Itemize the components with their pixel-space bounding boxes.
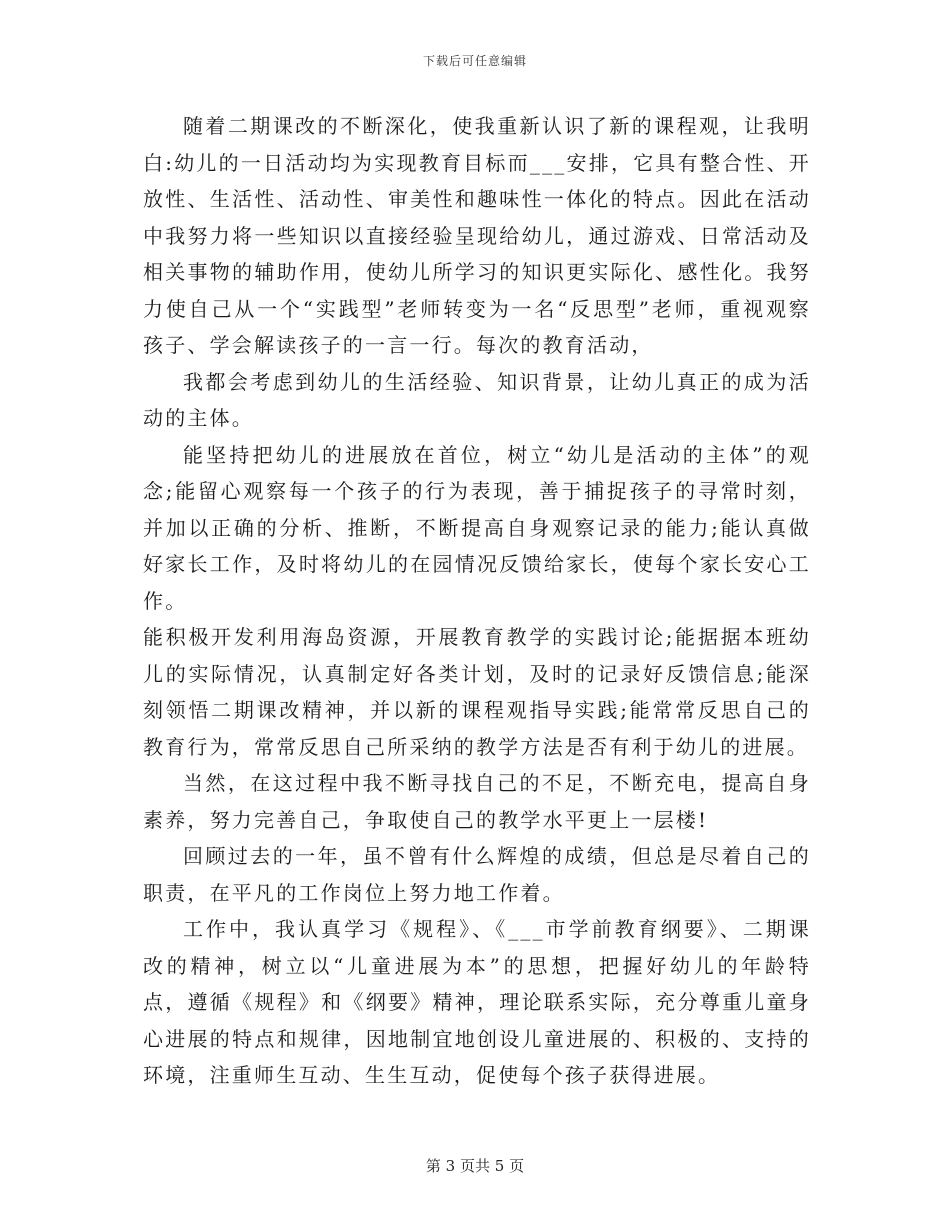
paragraph-2: 我都会考虑到幼儿的生活经验、知识背景，让幼儿真正的成为活动的主体。 bbox=[143, 369, 811, 430]
paragraph-5: 当然，在这过程中我不断寻找自己的不足，不断充电，提高自身素养，努力完善自己，争取使自己的教学水平更上一层楼! bbox=[143, 771, 811, 832]
paragraph-6: 回顾过去的一年，虽不曾有什么辉煌的成绩，但总是尽着自己的职责，在平凡的工作岗位上努力地工作着。 bbox=[143, 844, 811, 905]
paragraph-3: 能坚持把幼儿的进展放在首位，树立“幼儿是活动的主体”的观念;能留心观察每一个孩子的行为表现，善于捕捉孩子的寻常时刻，并加以正确的分析、推断，不断提高自身观察记录的能力;能认真做好家长工作，及时将幼儿的在园情况反馈给家长，使每个家长安心工作。 bbox=[143, 442, 811, 613]
document-body bbox=[143, 108, 811, 1094]
page-number: 第 3 页共 5 页 bbox=[425, 1157, 525, 1175]
page-header-note: 下载后可任意编辑 bbox=[422, 54, 527, 68]
paragraph-1: 随着二期课改的不断深化，使我重新认识了新的课程观，让我明白:幼儿的一日活动均为实现教育目标而___安排，它具有整合性、开放性、生活性、活动性、审美性和趣味性一体化的特点。因此在活动中我努力将一些知识以直接经验呈现给幼儿，通过游戏、日常活动及相关事物的辅助作用，使幼儿所学习的知识更实际化、感性化。我努力使自己从一个“实践型”老师转变为一名“反思型”老师，重视观察孩子、学会解读孩子的一言一行。每次的教育活动， bbox=[143, 114, 811, 357]
paragraph-4: 能积极开发利用海岛资源，开展教育教学的实践讨论;能据据本班幼儿的实际情况，认真制定好各类计划，及时的记录好反馈信息;能深刻领悟二期课改精神，并以新的课程观指导实践;能常常反思自己的教育行为，常常反思自己所采纳的教学方法是否有利于幼儿的进展。 bbox=[143, 625, 811, 759]
paragraph-7: 工作中，我认真学习《规程》、《___市学前教育纲要》、二期课改的精神，树立以“儿童进展为本”的思想，把握好幼儿的年龄特点，遵循《规程》和《纲要》精神，理论联系实际，充分尊重儿童身心进展的特点和规律，因地制宜地创设儿童进展的、积极的、支持的环境，注重师生互动、生生互动，促使每个孩子获得进展。 bbox=[143, 917, 811, 1087]
